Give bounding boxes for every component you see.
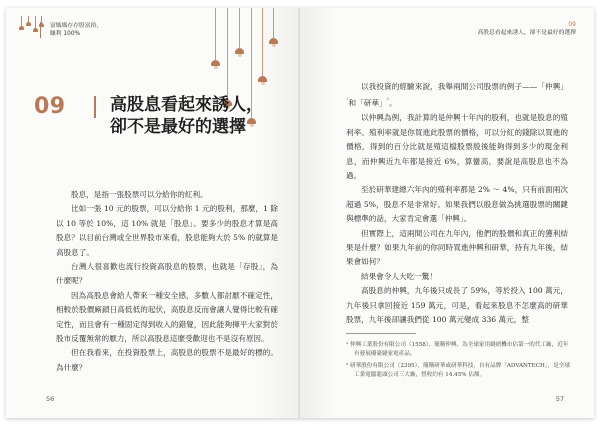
- running-header-title: 高股息看起來誘人，卻不是最好的選擇: [477, 30, 576, 36]
- left-body-text: [56, 188, 278, 375]
- paragraph: 比如一張 10 元的股票，可以分給你 1 元的股利，那麼，1 除以 10 等於 10%，這 10% 就是「股息」。要多少的股息才算是高股息？以目前台灣或全世界股市來看，股息能夠大於 5% 的就算是高股息了。: [56, 204, 278, 257]
- chapter-number: 09: [34, 94, 66, 119]
- footnote-divider: [346, 333, 416, 334]
- footnote: ¹ 仲興工業股份有限公司（1558），簡稱仲興，為全球家用縫紉機市佔第一的代工廠，近年有發展優臺縫家電產品。: [346, 342, 569, 358]
- open-book: [6, 8, 594, 418]
- footnote-marker: ¹: [346, 97, 349, 105]
- left-page: [6, 8, 300, 418]
- chapter-title-line-1: 高股息看起來誘人，: [110, 95, 263, 115]
- running-header-line-2: 賺利 100%: [50, 31, 81, 37]
- page-number-right: 57: [555, 395, 564, 403]
- paragraph: 以我投資的經驗來說，我舉兩間公司股票的例子——「仲興」$^{^1}$和「研華」$^{^2}$。: [346, 82, 568, 108]
- running-header-left: [50, 22, 102, 38]
- chapter-title-line-2: 卻不是最好的選擇: [110, 117, 246, 137]
- footnote: ² 研華股份有限公司（2395），簡稱研華或研華科技，自有品牌「ADVANTECH」，是全球工業電腦龍頭公司三大廠，營收約有 14.45% 佔額。: [346, 362, 571, 379]
- paragraph: 高股息的仲興，九年後只成長了 59%，等於投入 100 萬元，九年後只拿回接近 159 萬元，可是，看起來股息不怎麼高的研華股票，九年後卻讓我們從 100 萬元變成 336 萬元，整: [346, 286, 568, 325]
- paragraph: 股息，是指一張股票可以分給你的紅利。: [71, 190, 208, 199]
- paragraph: 但實際上，這兩間公司在九年內，他們的股價和真正的獲利結果是什麼？如果九年前的你同時買進仲興和研華，持有九年後，結果會如何？: [346, 228, 568, 267]
- paragraph: 以仲興為例，我計算的是仲興十年內的股利，也就是股息的殖利率。殖利率就是你買進此股票的價格，可以分紅的錢除以買進的價格，得到的百分比就是殖這檔股票殷後能夠得到多少的現金利息，而仲興近九年都是接近 6%，算蠻高，要說是高股息也不為過。: [346, 113, 568, 180]
- page-number-left: 56: [46, 395, 55, 403]
- paragraph: 結果會令人大吃一驚！: [361, 271, 437, 281]
- paragraph: 但在我看來，在投資股票上，高股息的股票不是最好的標的。為什麼？: [56, 348, 278, 372]
- running-header-chapter: 09: [568, 21, 576, 28]
- title-divider: [94, 96, 96, 118]
- footnotes: [346, 341, 574, 383]
- paragraph: 因為高股息會給人帶來一種安全感，多數人都討厭不確定性，相較於股價廝鎖日高低低的起伏，高股息反而會讓人覺得比較有確定性，而且會有一種固定得到收入的錯覺，因此能夠揮平大家對於股市反覆無常的厭力，所以高股息這麼受歡迎也不是沒有原因。: [56, 290, 278, 344]
- right-body-text: [346, 80, 568, 327]
- running-header-right: [477, 21, 576, 37]
- paragraph: 台灣人很喜歡也流行投資高股息的股票，也就是「存股」，為什麼呢？: [56, 262, 278, 286]
- running-header-line-1: 富媽媽存存股富拾，: [50, 23, 103, 29]
- right-page: [300, 8, 594, 418]
- footnote-marker: ²: [386, 97, 390, 105]
- paragraph: 至於研華建總六年內的殖利率都是 2% ～ 4%，只有前面兩次超過 5%，股息不是非常好。如果我們以殷息做為挑選股票的關鍵與標準的話，大家肯定會選「仲興」。: [346, 185, 568, 224]
